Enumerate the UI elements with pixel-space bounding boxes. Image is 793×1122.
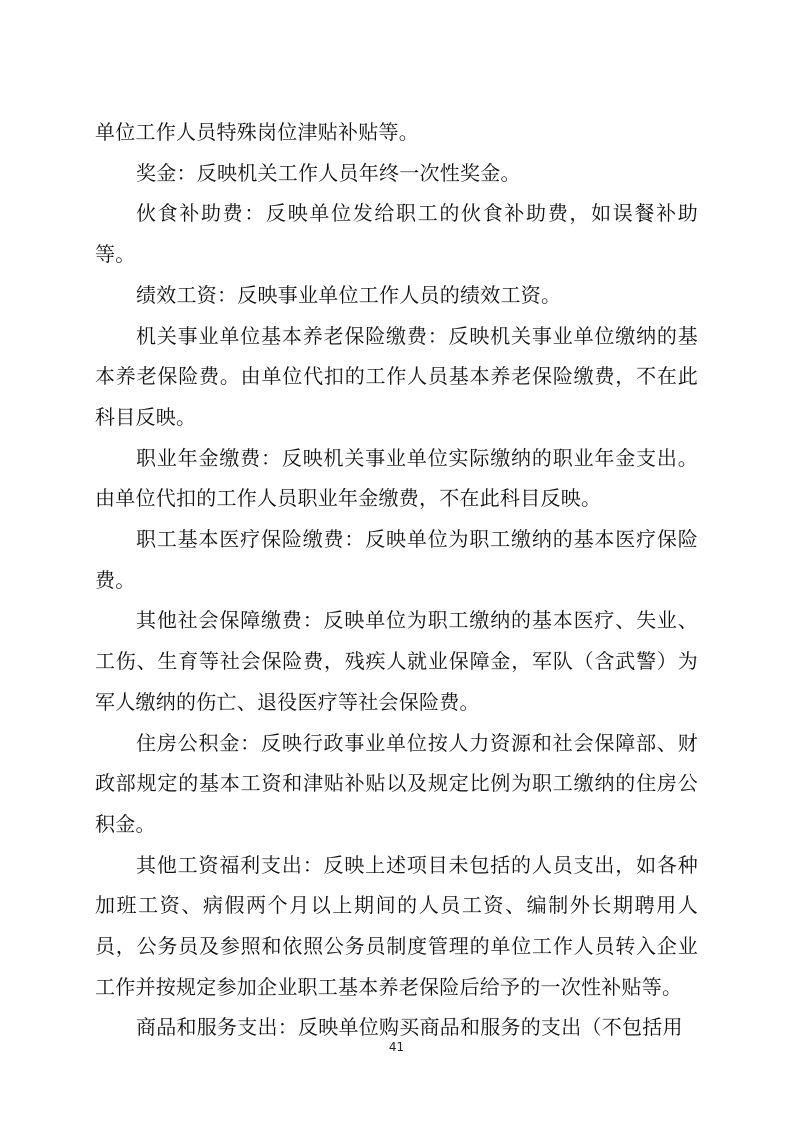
paragraph-pension-insurance: 机关事业单位基本养老保险缴费：反映机关事业单位缴纳的基本养老保险费。由单位代扣的工作人员基本养老保险缴费，不在此科目反映。 — [95, 323, 698, 429]
paragraph-performance-pay: 绩效工资：反映事业单位工作人员的绩效工资。 — [136, 282, 562, 307]
body-text — [95, 112, 698, 1048]
paragraph-meal-subsidy: 伙食补助费：反映单位发给职工的伙食补助费，如误餐补助等。 — [95, 201, 698, 267]
paragraph-continuation: 单位工作人员特殊岗位津贴补贴等。 — [95, 120, 419, 144]
paragraph-housing-fund: 住房公积金：反映行政事业单位按人力资源和社会保障部、财政部规定的基本工资和津贴补贴以及规定比例为职工缴纳的住房公积金。 — [95, 730, 698, 836]
paragraph-occupational-annuity: 职业年金缴费：反映机关事业单位实际缴纳的职业年金支出。由单位代扣的工作人员职业年金缴费，不在此科目反映。 — [95, 445, 698, 511]
paragraph-bonus: 奖金：反映机关工作人员年终一次性奖金。 — [136, 160, 521, 185]
paragraph-other-welfare: 其他工资福利支出：反映上述项目未包括的人员支出，如各种加班工资、病假两个月以上期间的人员工资、编制外长期聘用人员，公务员及参照和依照公务员制度管理的单位工作人员转入企业工作并按规定参加企业职工基本养老保险后给予的一次性补贴等。 — [95, 852, 698, 999]
paragraph-other-social-security: 其他社会保障缴费：反映单位为职工缴纳的基本医疗、失业、工伤、生育等社会保险费，残疾人就业保障金，军队（含武警）为军人缴纳的伤亡、退役医疗等社会保险费。 — [95, 608, 698, 714]
paragraph-medical-insurance: 职工基本医疗保险缴费：反映单位为职工缴纳的基本医疗保险费。 — [95, 527, 698, 592]
page-number: 41 — [388, 1040, 405, 1054]
paragraph-goods-services: 商品和服务支出：反映单位购买商品和服务的支出（不包括用 — [136, 1015, 683, 1040]
